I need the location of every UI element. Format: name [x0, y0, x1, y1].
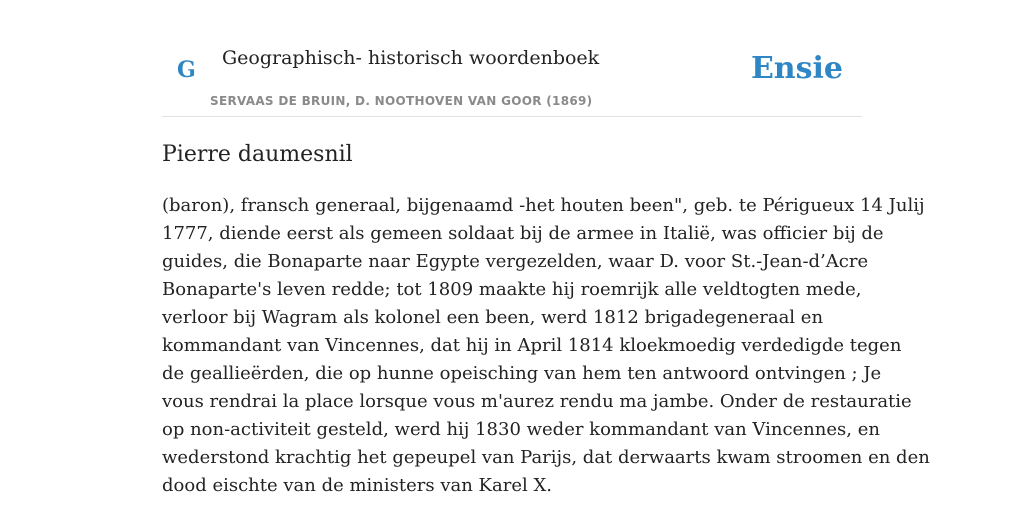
- entry-body-line: op non-activiteit gesteld, werd hij 1830 weder kommandant van Vincennes, en: [162, 419, 880, 440]
- entry-body-line: guides, die Bonaparte naar Egypte vergezelden, waar D. voor St.-Jean-d’Acre: [162, 251, 869, 272]
- entry-title: Pierre daumesnil: [162, 142, 353, 167]
- entry-body-line: 1777, diende eerst als gemeen soldaat bij de armee in Italië, was officier bij de: [162, 223, 884, 244]
- entry-body-line: wederstond krachtig het gepeupel van Parijs, dat derwaarts kwam stroomen en den: [162, 447, 930, 468]
- entry-body-line: dood eischte van de ministers van Karel X.: [162, 475, 553, 496]
- entry-body-line: (baron), fransch generaal, bijgenaamd -het houten been", geb. te Périgueux 14 Julij: [162, 195, 925, 216]
- entry-body-line: Bonaparte's leven redde; tot 1809 maakte hij roemrijk alle veldtogten mede,: [162, 279, 862, 300]
- book-author: SERVAAS DE BRUIN, D. NOOTHOVEN VAN GOOR (1869): [210, 94, 593, 108]
- ensie-logo-link[interactable]: Ensie: [750, 51, 843, 86]
- entry-body-line: verloor bij Wagram als kolonel een been, werd 1812 brigadegeneraal en: [162, 307, 824, 328]
- entry-body: [162, 192, 930, 500]
- book-title-link[interactable]: Geographisch- historisch woordenboek: [222, 47, 600, 69]
- entry-body-line: kommandant van Vincennes, dat hij in April 1814 kloekmoedig verdedigde tegen: [162, 335, 902, 356]
- entry-body-line: de geallieërden, die op hunne opeisching van hem ten antwoord ontvingen ; Je: [162, 363, 882, 384]
- entry-body-line: vous rendrai la place lorsque vous m'aurez rendu ma jambe. Onder de restauratie: [162, 391, 912, 412]
- book-header: [162, 0, 862, 117]
- book-letter-icon: G: [177, 57, 196, 83]
